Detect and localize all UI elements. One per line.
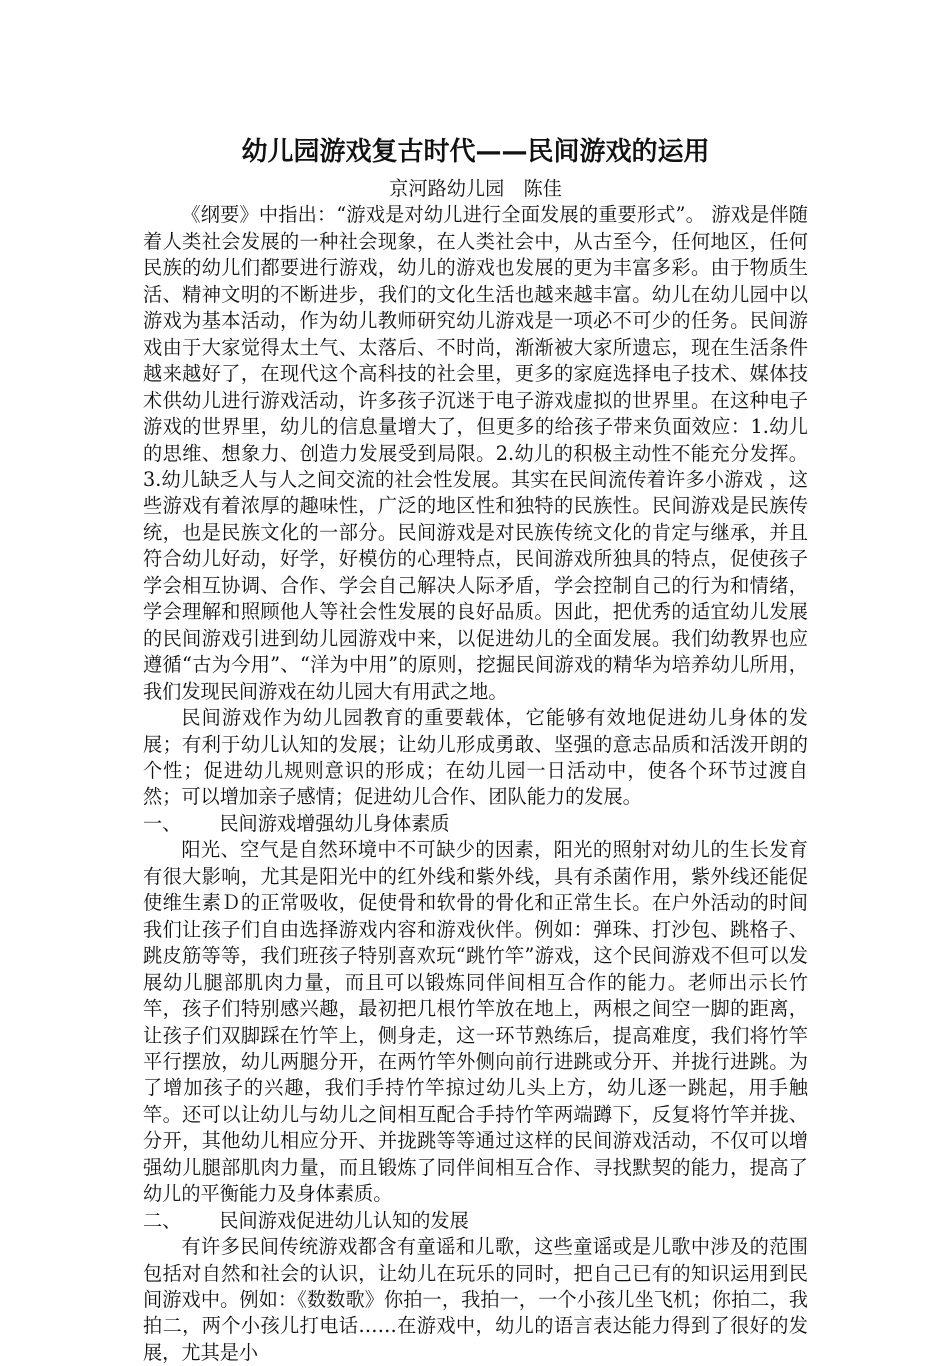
section-number: 二、 (143, 1208, 182, 1232)
section-paragraph-2: 有许多民间传统游戏都含有童谣和儿歌，这些童谣或是儿歌中涉及的范围包括对自然和社会的认识，让幼儿在玩乐的同时，把自己已有的知识运用到民间游戏中。例如：《数数歌》你拍一，我拍一，一个小孩儿坐飞机；你拍二，我拍二，两个小孩儿打电话……在游戏中，幼儿的语言表达能力得到了很好的发展，尤其是小 (143, 1235, 808, 1364)
section-title: 民间游戏增强幼儿身体素质 (219, 811, 450, 835)
document-title: 幼儿园游戏复古时代——民间游戏的运用 (241, 137, 710, 167)
section-heading-1 (143, 811, 808, 837)
intro-paragraph: 《纲要》中指出：“游戏是对幼儿进行全面发展的重要形式”。 游戏是伴随着人类社会发展的一种社会现象，在人类社会中，从古至今，任何地区，任何民族的幼儿们都要进行游戏，幼儿的游戏也发展的更为丰富多彩。由于物质生活、精神文明的不断进步，我们的文化生活也越来越丰富。幼儿在幼儿园中以游戏为基本活动，作为幼儿教师研究幼儿游戏是一项必不可少的任务。民间游戏由于大家觉得太土气、太落后、不时尚，渐渐被大家所遗忘，现在生活条件越来越好了，在现代这个高科技的社会里，更多的家庭选择电子技术、媒体技术供幼儿进行游戏活动，许多孩子沉迷于电子游戏虚拟的世界里。在这种电子游戏的世界里，幼儿的信息量增大了，但更多的给孩子带来负面效应：1.幼儿的思维、想象力、创造力发展受到局限。2.幼儿的积极主动性不能充分发挥。3.幼儿缺乏人与人之间交流的社会性发展。其实在民间流传着许多小游戏 ，这些游戏有着浓厚的趣味性，广泛的地区性和独特的民族性。民间游戏是民族传统，也是民族文化的一部分。民间游戏是对民族传统文化的肯定与继承，并且符合幼儿好动，好学，好模仿的心理特点，民间游戏所独具的特点，促使孩子学会相互协调、合作、学会自己解决人际矛盾，学会控制自己的行为和情绪，学会理解和照顾他人等社会性发展的良好品质。因此，把优秀的适宜幼儿发展的民间游戏引进到幼儿园游戏中来，以促进幼儿的全面发展。我们幼教界也应遵循“古为今用”、“洋为中用”的原则，挖掘民间游戏的精华为培养幼儿所用，我们发现民间游戏在幼儿园大有用武之地。 (143, 203, 808, 703)
section-number: 一、 (143, 811, 182, 835)
section-paragraph-1: 阳光、空气是自然环境中不可缺少的因素，阳光的照射对幼儿的生长发育有很大影响，尤其是阳光中的红外线和紫外线，具有杀菌作用，紫外线还能促使维生素Ｄ的正常吸收，促使骨和软骨的骨化和正常生长。在户外活动的时间我们让孩子们自由选择游戏内容和游戏伙伴。例如：弹珠、打沙包、跳格子、跳皮筋等等，我们班孩子特别喜欢玩“跳竹竿”游戏，这个民间游戏不但可以发展幼儿腿部肌肉力量，而且可以锻炼同伴间相互合作的能力。老师出示长竹竿，孩子们特别感兴趣，最初把几根竹竿放在地上，两根之间空一脚的距离，让孩子们双脚踩在竹竿上，侧身走，这一环节熟练后，提高难度，我们将竹竿平行摆放，幼儿两腿分开，在两竹竿外侧向前行进跳或分开、并拢行进跳。为了增加孩子的兴趣，我们手持竹竿掠过幼儿头上方，幼儿逐一跳起，用手触竿。还可以让幼儿与幼儿之间相互配合手持竹竿两端蹲下，反复将竹竿并拢、分开，其他幼儿相应分开、并拢跳等等通过这样的民间游戏活动，不仅可以增强幼儿腿部肌肉力量，而且锻炼了同伴间相互合作、寻找默契的能力，提高了幼儿的平衡能力及身体素质。 (143, 838, 808, 1206)
overview-paragraph: 民间游戏作为幼儿园教育的重要载体，它能够有效地促进幼儿身体的发展；有利于幼儿认知的发展；让幼儿形成勇敢、坚强的意志品质和活泼开朗的个性；促进幼儿规则意识的形成；在幼儿园一日活动中，使各个环节过渡自然；可以增加亲子感情；促进幼儿合作、团队能力的发展。 (143, 706, 808, 809)
section-title: 民间游戏促进幼儿认知的发展 (219, 1208, 469, 1232)
author-line: 京河路幼儿园 陈佳 (389, 177, 562, 200)
section-heading-2 (143, 1208, 808, 1234)
document-page (143, 134, 808, 1366)
